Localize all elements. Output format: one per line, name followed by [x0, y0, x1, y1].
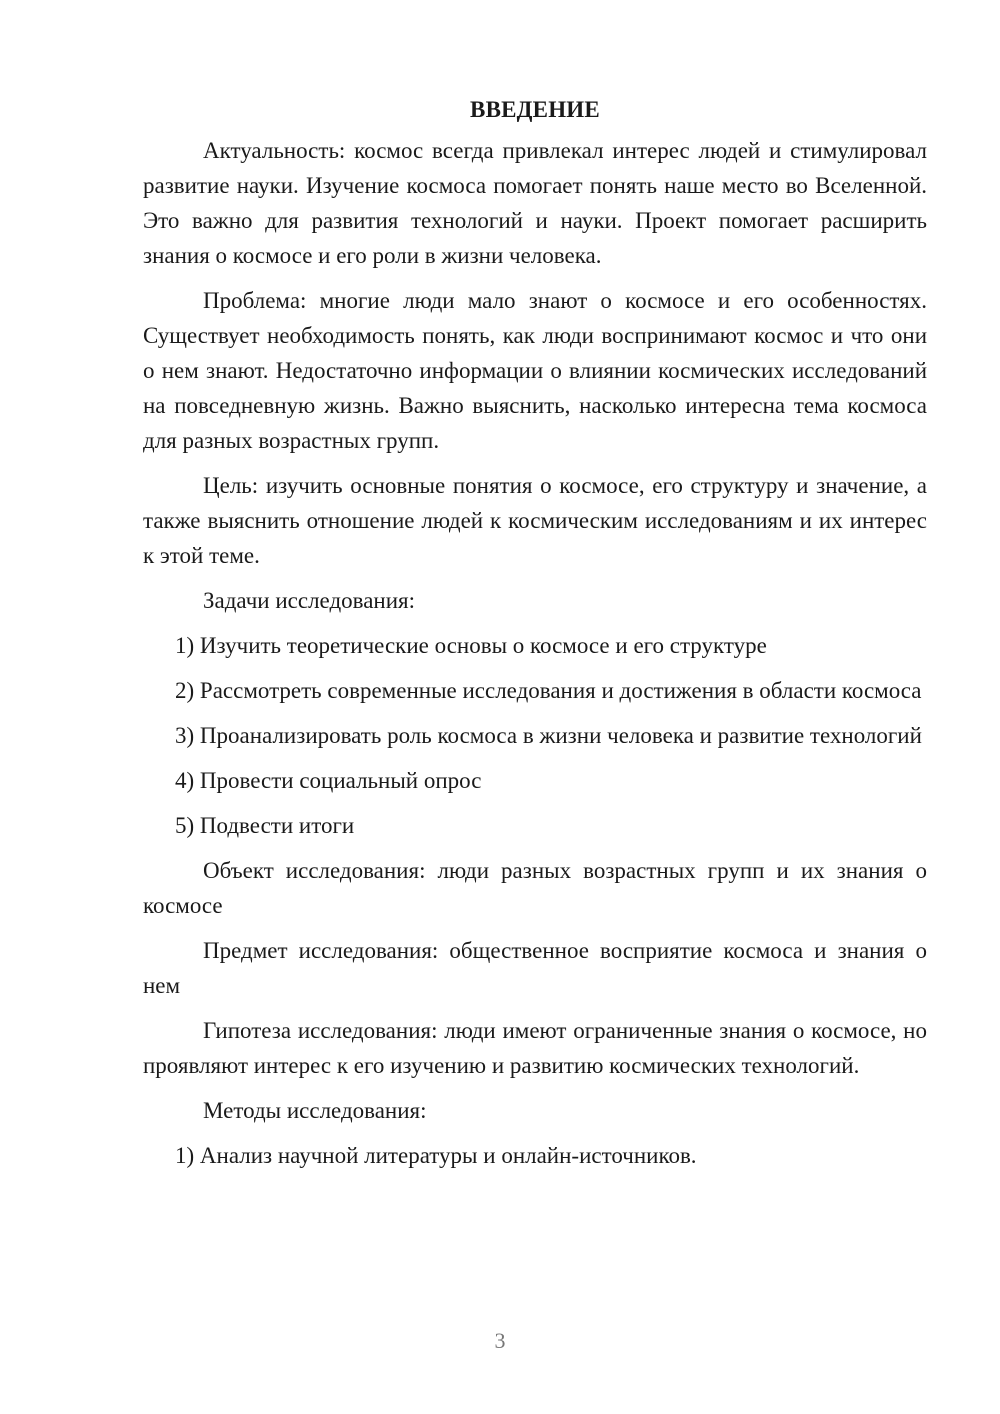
object-paragraph: Объект исследования: люди разных возрастных групп и их знания о космосе: [143, 858, 927, 918]
method-item: 1) Анализ научной литературы и онлайн-источников.: [175, 1143, 697, 1168]
document-body: [143, 92, 927, 1183]
hypothesis-paragraph: Гипотеза исследования: люди имеют ограниченные знания о космосе, но проявляют интерес к его изучению и развитию космических технологий.: [143, 1018, 927, 1078]
task-item: 4) Провести социальный опрос: [175, 768, 482, 793]
task-item: 2) Рассмотреть современные исследования и достижения в области космоса: [175, 678, 922, 703]
methods-heading: Методы исследования:: [203, 1098, 427, 1123]
task-item: 1) Изучить теоретические основы о космосе и его структуре: [175, 633, 767, 658]
problem-paragraph: Проблема: многие люди мало знают о космосе и его особенностях. Существует необходимость понять, как люди воспринимают космос и что они о нем знают. Недостаточно информации о влиянии космических исследований на повседневную жизнь. Важно выяснить, насколько интересна тема космоса для разных возрастных групп.: [143, 288, 927, 453]
goal-paragraph: Цель: изучить основные понятия о космосе, его структуру и значение, а также выяснить отношение людей к космическим исследованиям и их интерес к этой теме.: [143, 473, 927, 568]
page-title: ВВЕДЕНИЕ: [470, 97, 600, 122]
relevance-paragraph: Актуальность: космос всегда привлекал интерес людей и стимулировал развитие науки. Изучение космоса помогает понять наше место во Вселенной. Это важно для развития технологий и науки. Проект помогает расширить знания о космосе и его роли в жизни человека.: [143, 138, 927, 268]
task-item: 5) Подвести итоги: [175, 813, 355, 838]
task-item: 3) Проанализировать роль космоса в жизни человека и развитие технологий: [175, 723, 922, 748]
tasks-heading: Задачи исследования:: [203, 588, 416, 613]
page-number: 3: [494, 1328, 506, 1353]
subject-paragraph: Предмет исследования: общественное восприятие космоса и знания о нем: [143, 938, 927, 998]
